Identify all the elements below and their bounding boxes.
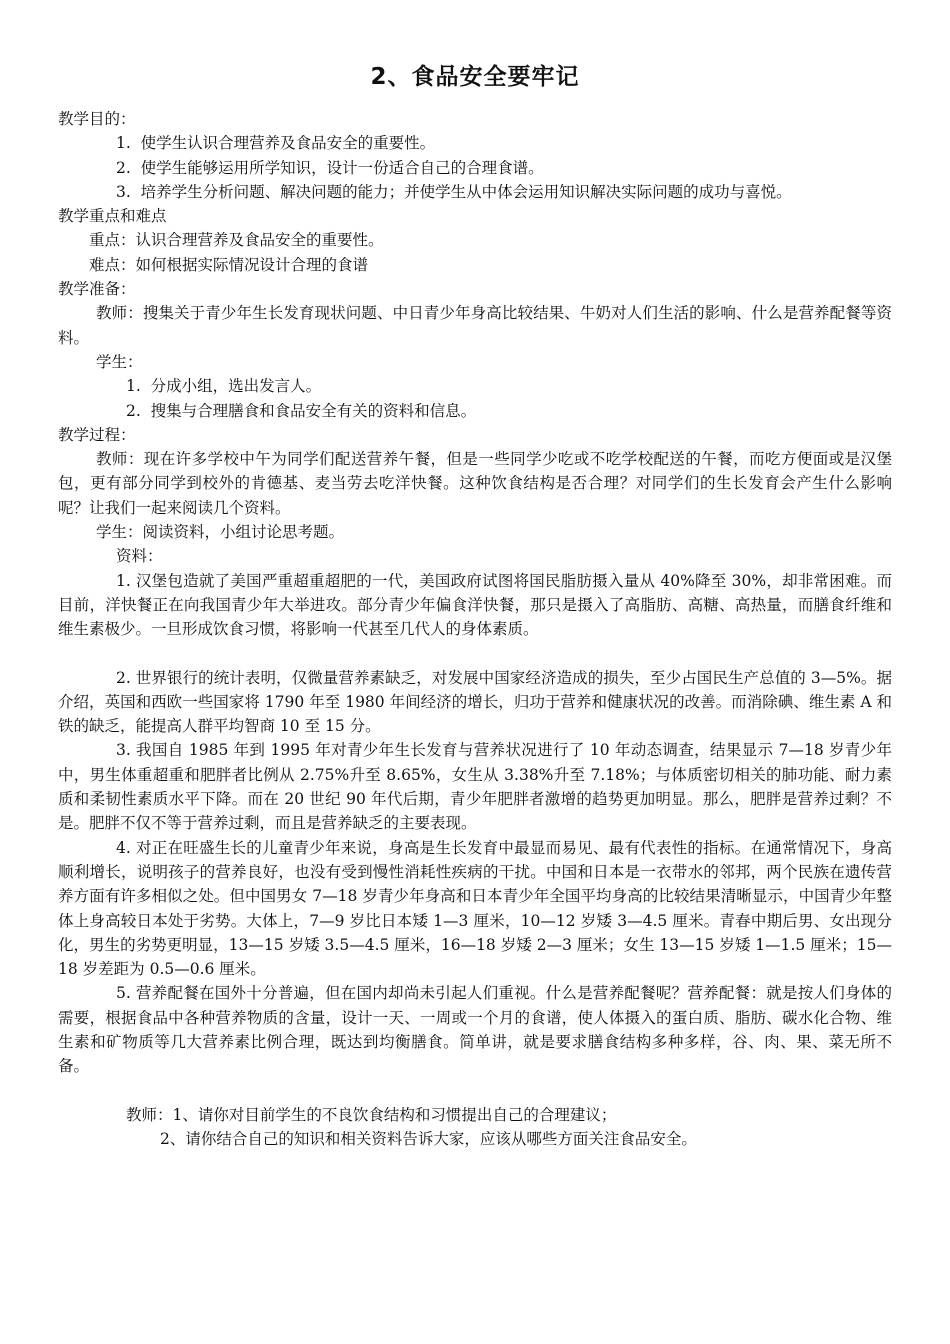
document-title: 2、食品安全要牢记: [370, 64, 580, 90]
paragraph: 3. 培养学生分析问题、解决问题的能力；并使学生从中体会运用知识解决实际问题的成功与喜悦。: [116, 182, 792, 201]
paragraph: 学生：: [96, 352, 143, 371]
paragraph: 2. 搜集与合理膳食和食品安全有关的资料和信息。: [126, 401, 477, 420]
paragraph: 3. 我国自 1985 年到 1995 年对青少年生长发育与营养状况进行了 10 年动态调查，结果显示 7—18 岁青少年中，男生体重超重和肥胖者比例从 2.75%升至 8.65%，女生从 3.38%升至 7.18%；与体质密切相关的肺功能、耐力素质和柔韧性素质水平下降。而在 20 世纪 90 年代后期，青少年肥胖者激增的趋势更加明显。那么，肥胖是营养过剩？不是。肥胖不仅不等于营养过剩，而且是营养缺乏的主要表现。: [58, 741, 892, 833]
paragraph: 教师：1、请你对目前学生的不良饮食结构和习惯提出自己的合理建议；: [126, 1105, 617, 1124]
paragraph: 5. 营养配餐在国外十分普遍，但在国内却尚未引起人们重视。什么是营养配餐呢？营养配餐：就是按人们身体的需要，根据食品中各种营养物质的含量，设计一天、一周或一个月的食谱，使人体摄入的蛋白质、脂肪、碳水化合物、维生素和矿物质等几大营养素比例合理，既达到均衡膳食。简单讲，就是要求膳食结构多种多样，谷、肉、果、菜无所不备。: [58, 984, 892, 1076]
paragraph: 教师：现在许多学校中午为同学们配送营养午餐，但是一些同学少吃或不吃学校配送的午餐，而吃方便面或是汉堡包，更有部分同学到校外的肯德基、麦当劳去吃洋快餐。这种饮食结构是否合理？对同学们的生长发育会产生什么影响呢？让我们一起来阅读几个资料。: [58, 450, 892, 517]
paragraph: 教师：搜集关于青少年生长发育现状问题、中日青少年身高比较结果、牛奶对人们生活的影响、什么是营养配餐等资料。: [58, 304, 892, 347]
paragraph: 重点：认识合理营养及食品安全的重要性。: [89, 231, 384, 250]
paragraph: 2. 世界银行的统计表明，仅微量营养素缺乏，对发展中国家经济造成的损失，至少占国民生产总值的 3—5%。据介绍，英国和西欧一些国家将 1790 年至 1980 年间经济的增长，归功于营养和健康状况的改善。而消除碘、维生素 A 和铁的缺乏，能提高人群平均智商 10 至 15 分。: [58, 668, 892, 736]
paragraph: 1. 分成小组，选出发言人。: [126, 377, 322, 396]
document-body: [58, 107, 892, 1151]
paragraph-gap: [58, 1079, 892, 1103]
paragraph: 4. 对正在旺盛生长的儿童青少年来说，身高是生长发育中最显而易见、最有代表性的指标。在通常情况下，身高顺利增长，说明孩子的营养良好，也没有受到慢性消耗性疾病的干扰。中国和日本是一衣带水的邻邦，两个民族在遗传营养方面有许多相似之处。但中国男女 7—18 岁青少年身高和日本青少年全国平均身高的比较结果清晰显示，中国青少年整体上身高较日本处于劣势。大体上，7—9 岁比日本矮 1—3 厘米，10—12 岁矮 3—4.5 厘米。青春中期后男、女出现分化，男生的劣势更明显，13—15 岁矮 3.5—4.5 厘米，16—18 岁矮 2—3 厘米；女生 13—15 岁矮 1—1.5 厘米；15—18 岁差距为 0.5—0.6 厘米。: [58, 838, 892, 979]
paragraph: 1. 使学生认识合理营养及食品安全的重要性。: [116, 134, 436, 153]
paragraph: 1. 汉堡包造就了美国严重超重超肥的一代，美国政府试图将国民脂肪摄入量从 40%降至 30%，却非常困难。而目前，洋快餐正在向我国青少年大举进攻。部分青少年偏食洋快餐，那只是摄入了高脂肪、高糖、高热量，而膳食纤维和维生素极少。一旦形成饮食习惯，将影响一代甚至几代人的身体素质。: [58, 571, 892, 639]
paragraph: 2、请你结合自己的知识和相关资料告诉大家，应该从哪些方面关注食品安全。: [160, 1129, 697, 1148]
paragraph: 教学目的：: [58, 110, 136, 128]
paragraph: 2. 使学生能够运用所学知识，设计一份适合自己的合理食谱。: [116, 158, 544, 177]
paragraph: 教学重点和难点: [58, 207, 167, 226]
paragraph: 教学准备：: [58, 280, 136, 299]
paragraph: 学生：阅读资料，小组讨论思考题。: [96, 523, 345, 542]
paragraph: 教学过程：: [58, 425, 136, 444]
paragraph: 资料：: [116, 547, 163, 566]
paragraph-gap: [58, 642, 892, 666]
paragraph: 难点：如何根据实际情况设计合理的食谱: [89, 255, 369, 274]
